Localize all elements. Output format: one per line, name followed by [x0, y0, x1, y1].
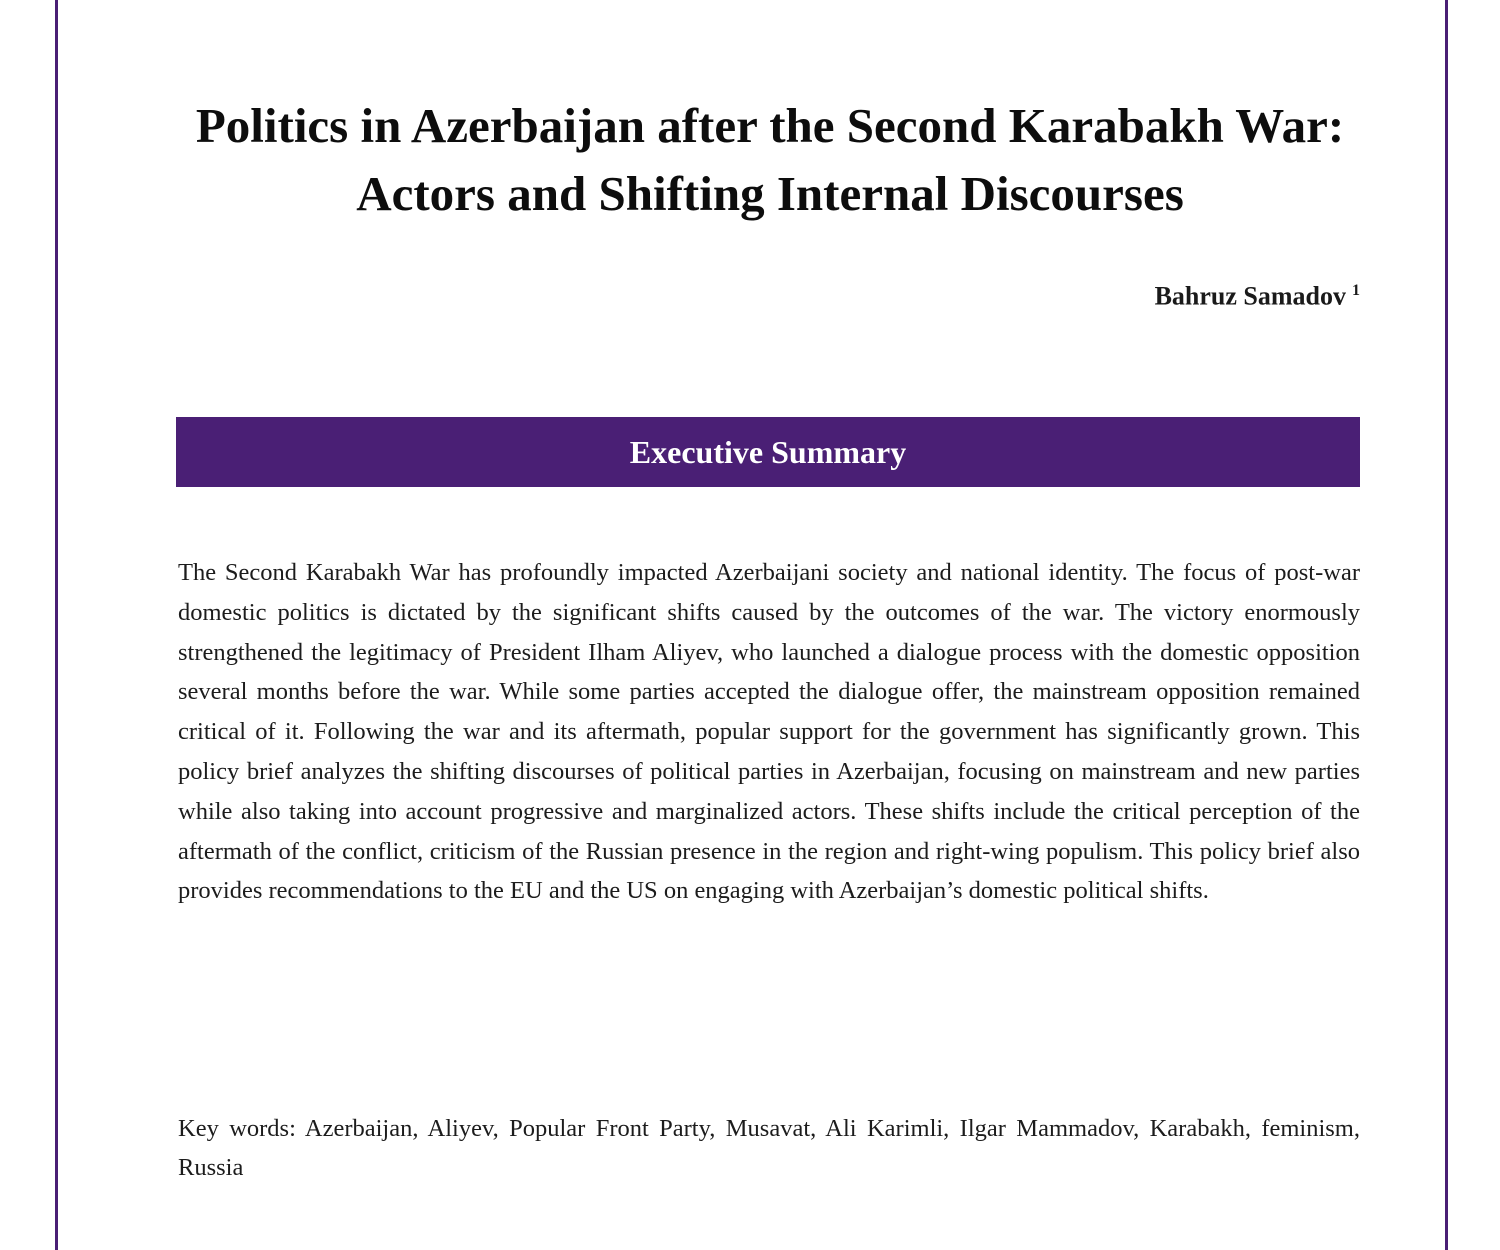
executive-summary-heading: Executive Summary [629, 433, 907, 470]
author-name: Bahruz Samadov [1154, 281, 1346, 311]
summary-paragraph: The Second Karabakh War has profoundly impacted Azerbaijani society and national identity. The focus of post-war domestic politics is dictated by the significant shifts caused by the outcomes of the war. The victory enormously strengthened the legitimacy of President Ilham Aliyev, who launched a dialogue process with the domestic opposition several months before the war. While some parties accepted the dialogue offer, the mainstream opposition remained critical of it. Following the war and its aftermath, popular support for the government has significantly grown. This policy brief analyzes the shifting discourses of political parties in Azerbaijan, focusing on mainstream and new parties while also taking into account progressive and marginalized actors. These shifts include the critical perception of the aftermath of the conflict, criticism of the Russian presence in the region and right-wing populism. This policy brief also provides recommendations to the EU and the US on engaging with Azerbaijan’s domestic political shifts. [178, 559, 1360, 905]
executive-summary-banner [176, 417, 1360, 487]
keywords-paragraph: Key words: Azerbaijan, Aliyev, Popular Front Party, Musavat, Ali Karimli, Ilgar Mammadov, Karabakh, feminism, Russia [178, 1115, 1360, 1181]
page-border-left [55, 0, 58, 1250]
page-border-right [1445, 0, 1448, 1250]
document-title: Politics in Azerbaijan after the Second Karabakh War: Actors and Shifting Internal Discourses [195, 98, 1345, 221]
author-line [1155, 274, 1360, 314]
author-footnote-marker[interactable]: 1 [1352, 282, 1360, 299]
